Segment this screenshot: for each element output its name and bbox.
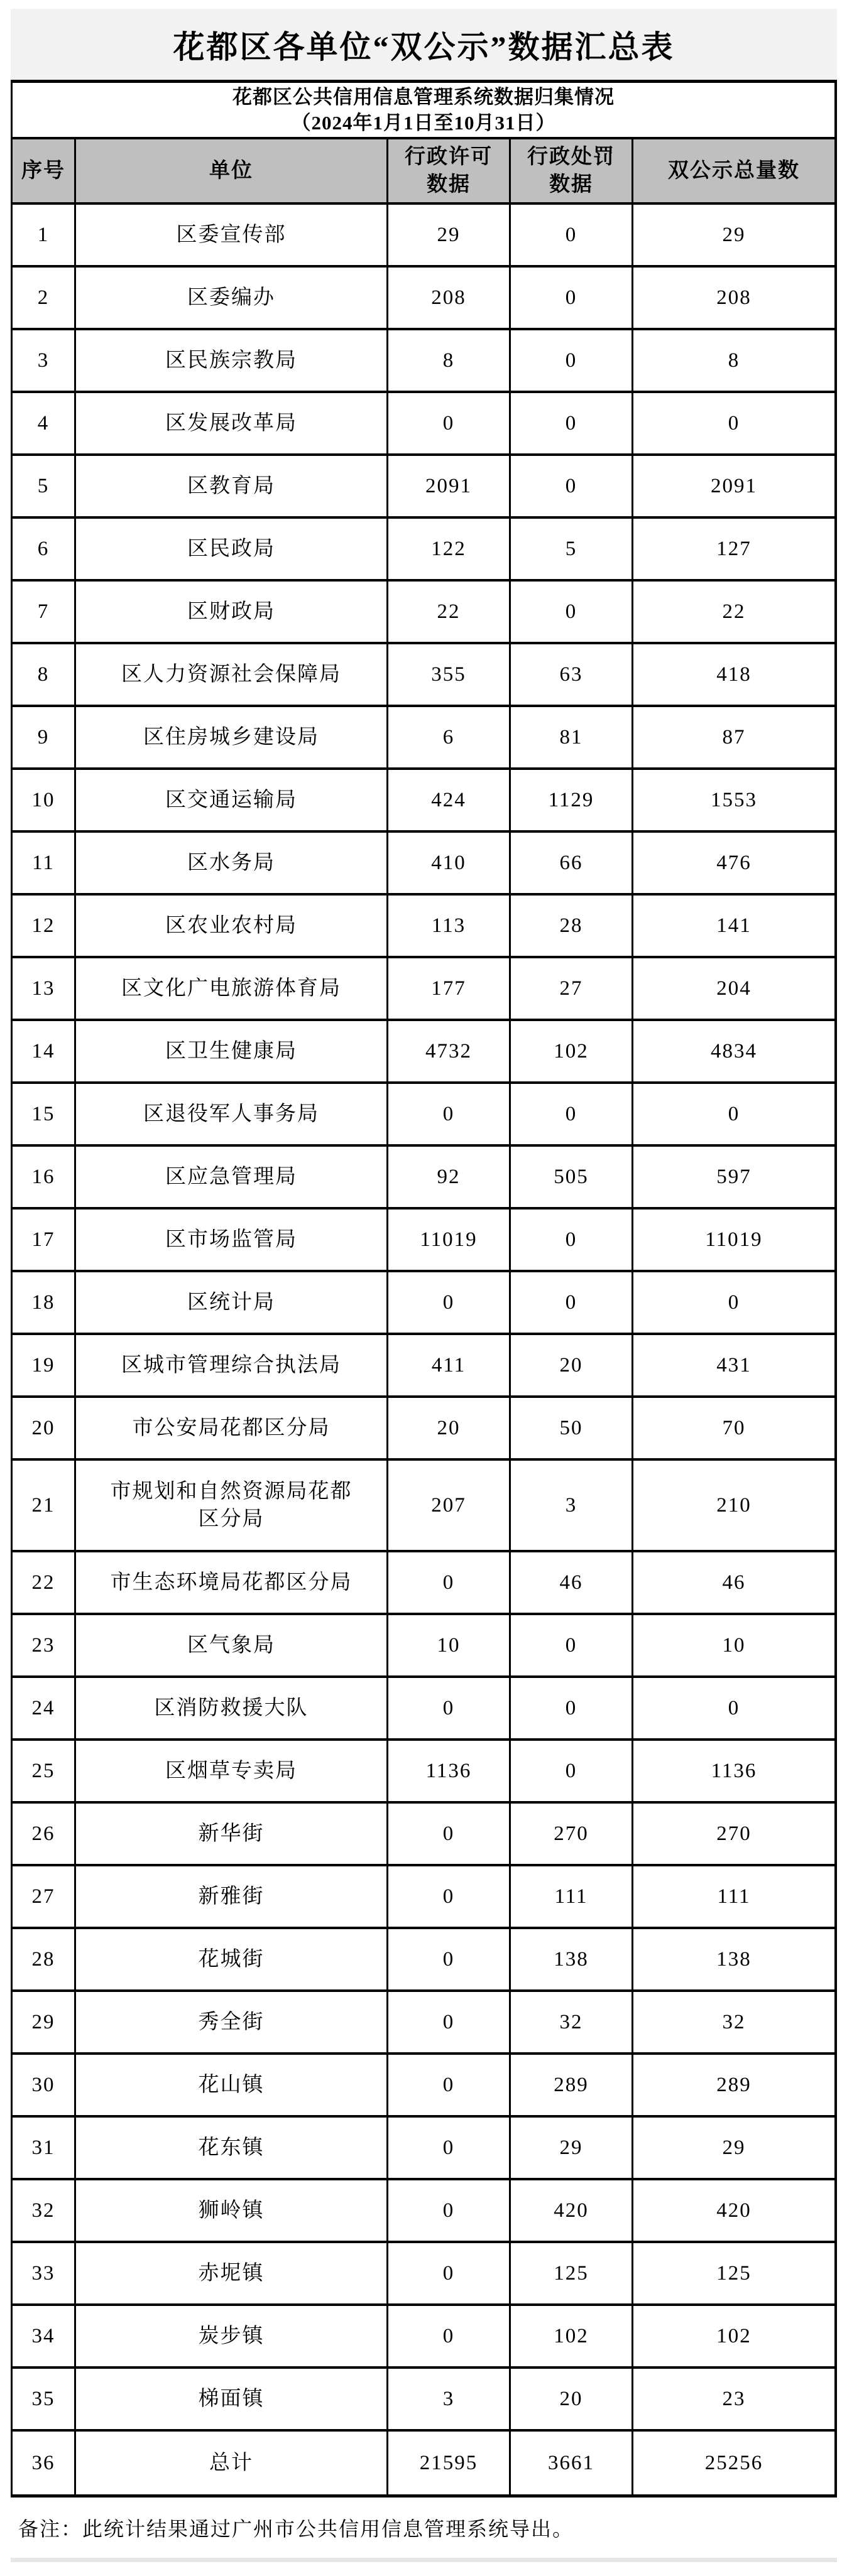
page-title: 花都区各单位“双公示”数据汇总表 bbox=[173, 29, 675, 65]
cell-total-count: 111 bbox=[717, 1885, 751, 1908]
subtitle-line-1: 花都区公共信用信息管理系统数据归集情况 bbox=[232, 86, 615, 108]
header-cell-penalty bbox=[511, 139, 633, 202]
cell-row-number: 26 bbox=[13, 1804, 76, 1864]
cell-permit-count: 11019 bbox=[388, 1210, 511, 1270]
cell-penalty-count: 0 bbox=[511, 582, 633, 642]
cell-permit-count: 0 bbox=[388, 1272, 511, 1333]
cell-penalty-count: 0 bbox=[511, 330, 633, 391]
table-row bbox=[13, 1552, 834, 1615]
cell-permit-count: 6 bbox=[388, 707, 511, 767]
cell-unit-name: 炭步镇 bbox=[76, 2306, 388, 2366]
cell-penalty-count: 270 bbox=[511, 1804, 633, 1864]
cell-total-count: 46 bbox=[722, 1571, 746, 1594]
table-row bbox=[13, 1272, 834, 1335]
table-row bbox=[13, 456, 834, 519]
cell-unit-name: 赤坭镇 bbox=[76, 2243, 388, 2303]
cell-permit-count: 3 bbox=[388, 2369, 511, 2429]
cell-permit-count: 113 bbox=[388, 896, 511, 956]
cell-penalty-count: 3 bbox=[511, 1461, 633, 1550]
cell-row-number: 15 bbox=[13, 1084, 76, 1144]
cell-permit-count: 0 bbox=[388, 1678, 511, 1738]
cell-unit-name: 区教育局 bbox=[76, 456, 388, 516]
cell-row-number: 33 bbox=[13, 2243, 76, 2303]
cell-penalty-count: 0 bbox=[511, 205, 633, 265]
cell-total-count: 2091 bbox=[711, 475, 757, 497]
cell-row-number: 4 bbox=[13, 393, 76, 453]
header-penalty-line1: 行政处罚 bbox=[527, 146, 615, 168]
cell-unit-name: 区委编办 bbox=[76, 268, 388, 328]
cell-permit-count: 20 bbox=[388, 1398, 511, 1458]
table-row bbox=[13, 330, 834, 393]
cell-penalty-count: 420 bbox=[511, 2180, 633, 2241]
table-row bbox=[13, 1992, 834, 2055]
cell-row-number: 5 bbox=[13, 456, 76, 516]
cell-unit-name: 新华街 bbox=[76, 1804, 388, 1864]
cell-total-count: 87 bbox=[722, 726, 746, 749]
cell-unit-name: 总计 bbox=[76, 2432, 388, 2494]
table-header-row bbox=[13, 139, 834, 205]
data-table bbox=[11, 80, 837, 2498]
cell-penalty-count: 102 bbox=[511, 1021, 633, 1081]
cell-permit-count: 0 bbox=[388, 1084, 511, 1144]
table-row bbox=[13, 2180, 834, 2243]
table-row bbox=[13, 1147, 834, 1210]
cell-unit-name: 花山镇 bbox=[76, 2055, 388, 2115]
summary-sheet bbox=[11, 9, 837, 2562]
table-row bbox=[13, 205, 834, 268]
cell-total-count: 0 bbox=[728, 1697, 740, 1719]
cell-unit-name: 区发展改革局 bbox=[76, 393, 388, 453]
cell-total-count: 420 bbox=[716, 2199, 752, 2222]
cell-permit-count: 21595 bbox=[388, 2432, 511, 2494]
header-permit-line1: 行政许可 bbox=[405, 146, 493, 168]
cell-permit-count: 411 bbox=[388, 1335, 511, 1395]
cell-unit-name: 秀全街 bbox=[76, 1992, 388, 2052]
cell-unit-name: 区财政局 bbox=[76, 582, 388, 642]
cell-total-count: 29 bbox=[722, 224, 746, 246]
cell-penalty-count: 102 bbox=[511, 2306, 633, 2366]
cell-total-count: 210 bbox=[716, 1494, 752, 1517]
cell-permit-count: 424 bbox=[388, 770, 511, 830]
header-permit-line2: 数据 bbox=[427, 173, 471, 196]
cell-row-number: 2 bbox=[13, 268, 76, 328]
cell-row-number: 16 bbox=[13, 1147, 76, 1207]
cell-row-number: 24 bbox=[13, 1678, 76, 1738]
table-row bbox=[13, 707, 834, 770]
cell-penalty-count: 0 bbox=[511, 393, 633, 453]
cell-penalty-count: 1129 bbox=[511, 770, 633, 830]
cell-permit-count: 8 bbox=[388, 330, 511, 391]
cell-unit-name: 梯面镇 bbox=[76, 2369, 388, 2429]
cell-total-count: 8 bbox=[728, 349, 740, 372]
subtitle-line-2: （2024年1月1日至10月31日） bbox=[291, 112, 556, 134]
cell-permit-count: 0 bbox=[388, 1992, 511, 2052]
cell-row-number: 23 bbox=[13, 1615, 76, 1675]
header-cell-no bbox=[13, 139, 76, 202]
cell-penalty-count: 27 bbox=[511, 958, 633, 1019]
cell-penalty-count: 138 bbox=[511, 1929, 633, 1989]
header-cell-total bbox=[633, 139, 834, 202]
cell-total-count: 10 bbox=[722, 1634, 746, 1657]
cell-permit-count: 92 bbox=[388, 1147, 511, 1207]
table-row bbox=[13, 2118, 834, 2180]
cell-total-count: 125 bbox=[716, 2262, 752, 2285]
cell-permit-count: 0 bbox=[388, 2306, 511, 2366]
cell-unit-name: 区交通运输局 bbox=[76, 770, 388, 830]
cell-total-count: 1136 bbox=[711, 1760, 757, 1782]
table-row bbox=[13, 644, 834, 707]
cell-permit-count: 29 bbox=[388, 205, 511, 265]
cell-unit-name: 区卫生健康局 bbox=[76, 1021, 388, 1081]
cell-penalty-count: 81 bbox=[511, 707, 633, 767]
header-total-label: 双公示总量数 bbox=[668, 160, 800, 182]
cell-row-number: 21 bbox=[13, 1461, 76, 1550]
cell-row-number: 31 bbox=[13, 2118, 76, 2178]
cell-unit-name: 区消防救援大队 bbox=[76, 1678, 388, 1738]
note-block bbox=[11, 2498, 837, 2558]
table-row bbox=[13, 1741, 834, 1804]
cell-row-number: 20 bbox=[13, 1398, 76, 1458]
cell-row-number: 28 bbox=[13, 1929, 76, 1989]
cell-penalty-count: 0 bbox=[511, 1741, 633, 1801]
table-body bbox=[13, 205, 834, 2494]
header-no-label: 序号 bbox=[21, 160, 65, 182]
cell-unit-name: 区住房城乡建设局 bbox=[76, 707, 388, 767]
cell-row-number: 8 bbox=[13, 644, 76, 705]
table-row bbox=[13, 1210, 834, 1272]
cell-total-count: 418 bbox=[716, 663, 752, 686]
table-title-block bbox=[11, 9, 837, 80]
table-row bbox=[13, 1461, 834, 1552]
table-row bbox=[13, 1678, 834, 1741]
table-row bbox=[13, 958, 834, 1021]
cell-unit-name: 市公安局花都区分局 bbox=[76, 1398, 388, 1458]
cell-row-number: 34 bbox=[13, 2306, 76, 2366]
cell-row-number: 6 bbox=[13, 519, 76, 579]
cell-permit-count: 0 bbox=[388, 1929, 511, 1989]
table-row bbox=[13, 1398, 834, 1461]
cell-permit-count: 410 bbox=[388, 833, 511, 893]
cell-permit-count: 2091 bbox=[388, 456, 511, 516]
table-row bbox=[13, 2432, 834, 2494]
cell-row-number: 10 bbox=[13, 770, 76, 830]
table-subtitle-block bbox=[13, 83, 834, 139]
cell-unit-name: 狮岭镇 bbox=[76, 2180, 388, 2241]
cell-unit-name: 花城街 bbox=[76, 1929, 388, 1989]
cell-row-number: 7 bbox=[13, 582, 76, 642]
cell-penalty-count: 0 bbox=[511, 1210, 633, 1270]
cell-unit-name: 区民族宗教局 bbox=[76, 330, 388, 391]
cell-unit-name: 区烟草专卖局 bbox=[76, 1741, 388, 1801]
cell-penalty-count: 125 bbox=[511, 2243, 633, 2303]
cell-total-count: 208 bbox=[716, 286, 752, 309]
cell-penalty-count: 505 bbox=[511, 1147, 633, 1207]
cell-penalty-count: 289 bbox=[511, 2055, 633, 2115]
cell-total-count: 289 bbox=[716, 2074, 752, 2096]
cell-row-number: 12 bbox=[13, 896, 76, 956]
cell-permit-count: 0 bbox=[388, 393, 511, 453]
cell-unit-name: 区应急管理局 bbox=[76, 1147, 388, 1207]
cell-total-count: 1553 bbox=[711, 789, 757, 811]
cell-unit-name: 区农业农村局 bbox=[76, 896, 388, 956]
table-row bbox=[13, 393, 834, 456]
table-row bbox=[13, 770, 834, 833]
table-row bbox=[13, 1021, 834, 1084]
table-row bbox=[13, 2055, 834, 2118]
cell-permit-count: 22 bbox=[388, 582, 511, 642]
cell-total-count: 102 bbox=[716, 2325, 752, 2347]
cell-total-count: 0 bbox=[728, 1103, 740, 1125]
cell-penalty-count: 46 bbox=[511, 1552, 633, 1613]
table-row bbox=[13, 1866, 834, 1929]
table-row bbox=[13, 2306, 834, 2369]
table-row bbox=[13, 1929, 834, 1992]
header-cell-unit bbox=[76, 139, 388, 202]
cell-row-number: 11 bbox=[13, 833, 76, 893]
bottom-strip bbox=[11, 2558, 837, 2562]
cell-total-count: 476 bbox=[716, 852, 752, 874]
cell-unit-name: 新雅街 bbox=[76, 1866, 388, 1927]
cell-total-count: 70 bbox=[722, 1417, 746, 1439]
table-row bbox=[13, 2369, 834, 2432]
cell-unit-name: 市生态环境局花都区分局 bbox=[76, 1552, 388, 1613]
cell-unit-name: 区气象局 bbox=[76, 1615, 388, 1675]
cell-penalty-count: 32 bbox=[511, 1992, 633, 2052]
cell-row-number: 18 bbox=[13, 1272, 76, 1333]
cell-row-number: 32 bbox=[13, 2180, 76, 2241]
cell-penalty-count: 3661 bbox=[511, 2432, 633, 2494]
cell-total-count: 138 bbox=[716, 1948, 752, 1971]
cell-permit-count: 355 bbox=[388, 644, 511, 705]
cell-row-number: 29 bbox=[13, 1992, 76, 2052]
cell-row-number: 35 bbox=[13, 2369, 76, 2429]
cell-total-count: 0 bbox=[728, 412, 740, 435]
cell-unit-name: 区市场监管局 bbox=[76, 1210, 388, 1270]
cell-row-number: 25 bbox=[13, 1741, 76, 1801]
cell-permit-count: 177 bbox=[388, 958, 511, 1019]
cell-row-number: 30 bbox=[13, 2055, 76, 2115]
cell-total-count: 23 bbox=[722, 2388, 746, 2410]
cell-unit-name: 区文化广电旅游体育局 bbox=[76, 958, 388, 1019]
cell-row-number: 14 bbox=[13, 1021, 76, 1081]
cell-row-number: 1 bbox=[13, 205, 76, 265]
cell-permit-count: 0 bbox=[388, 1866, 511, 1927]
table-row bbox=[13, 1804, 834, 1866]
cell-total-count: 22 bbox=[722, 600, 746, 623]
cell-permit-count: 10 bbox=[388, 1615, 511, 1675]
cell-permit-count: 0 bbox=[388, 2055, 511, 2115]
cell-penalty-count: 0 bbox=[511, 268, 633, 328]
cell-permit-count: 0 bbox=[388, 1804, 511, 1864]
cell-permit-count: 122 bbox=[388, 519, 511, 579]
cell-total-count: 4834 bbox=[711, 1040, 757, 1063]
cell-total-count: 32 bbox=[722, 2011, 746, 2033]
cell-row-number: 17 bbox=[13, 1210, 76, 1270]
table-row bbox=[13, 1615, 834, 1678]
cell-unit-name: 区统计局 bbox=[76, 1272, 388, 1333]
note-text: 备注：此统计结果通过广州市公共信用信息管理系统导出。 bbox=[18, 2518, 574, 2540]
cell-penalty-count: 20 bbox=[511, 1335, 633, 1395]
cell-total-count: 0 bbox=[728, 1291, 740, 1314]
cell-row-number: 27 bbox=[13, 1866, 76, 1927]
cell-penalty-count: 111 bbox=[511, 1866, 633, 1927]
cell-penalty-count: 0 bbox=[511, 1084, 633, 1144]
cell-penalty-count: 0 bbox=[511, 1615, 633, 1675]
cell-unit-name: 区退役军人事务局 bbox=[76, 1084, 388, 1144]
table-row bbox=[13, 582, 834, 644]
cell-penalty-count: 63 bbox=[511, 644, 633, 705]
cell-penalty-count: 0 bbox=[511, 1272, 633, 1333]
table-row bbox=[13, 1335, 834, 1398]
cell-row-number: 9 bbox=[13, 707, 76, 767]
cell-penalty-count: 0 bbox=[511, 1678, 633, 1738]
cell-permit-count: 1136 bbox=[388, 1741, 511, 1801]
cell-penalty-count: 66 bbox=[511, 833, 633, 893]
cell-row-number: 36 bbox=[13, 2432, 76, 2494]
cell-total-count: 11019 bbox=[705, 1228, 763, 1251]
cell-penalty-count: 5 bbox=[511, 519, 633, 579]
cell-penalty-count: 28 bbox=[511, 896, 633, 956]
cell-total-count: 127 bbox=[716, 538, 752, 560]
cell-penalty-count: 29 bbox=[511, 2118, 633, 2178]
table-row bbox=[13, 1084, 834, 1147]
header-unit-label: 单位 bbox=[209, 160, 253, 182]
table-row bbox=[13, 833, 834, 896]
cell-permit-count: 0 bbox=[388, 1552, 511, 1613]
cell-unit-name: 区城市管理综合执法局 bbox=[76, 1335, 388, 1395]
cell-penalty-count: 20 bbox=[511, 2369, 633, 2429]
cell-permit-count: 207 bbox=[388, 1461, 511, 1550]
cell-row-number: 22 bbox=[13, 1552, 76, 1613]
header-penalty-line2: 数据 bbox=[549, 173, 593, 196]
cell-row-number: 13 bbox=[13, 958, 76, 1019]
cell-row-number: 19 bbox=[13, 1335, 76, 1395]
cell-total-count: 597 bbox=[716, 1166, 752, 1188]
cell-permit-count: 208 bbox=[388, 268, 511, 328]
table-row bbox=[13, 268, 834, 330]
cell-unit-name: 区委宣传部 bbox=[76, 205, 388, 265]
cell-total-count: 25256 bbox=[704, 2452, 763, 2474]
cell-total-count: 270 bbox=[716, 1822, 752, 1845]
cell-permit-count: 0 bbox=[388, 2118, 511, 2178]
cell-row-number: 3 bbox=[13, 330, 76, 391]
cell-unit-name: 区水务局 bbox=[76, 833, 388, 893]
cell-permit-count: 0 bbox=[388, 2243, 511, 2303]
table-row bbox=[13, 2243, 834, 2306]
table-row bbox=[13, 519, 834, 582]
cell-total-count: 204 bbox=[716, 977, 752, 1000]
cell-penalty-count: 50 bbox=[511, 1398, 633, 1458]
cell-penalty-count: 0 bbox=[511, 456, 633, 516]
cell-permit-count: 4732 bbox=[388, 1021, 511, 1081]
cell-unit-name: 市规划和自然资源局花都区分局 bbox=[76, 1461, 388, 1550]
cell-unit-name: 花东镇 bbox=[76, 2118, 388, 2178]
header-cell-permit bbox=[388, 139, 511, 202]
cell-total-count: 141 bbox=[716, 914, 752, 937]
cell-unit-name: 区民政局 bbox=[76, 519, 388, 579]
cell-permit-count: 0 bbox=[388, 2180, 511, 2241]
cell-unit-name: 区人力资源社会保障局 bbox=[76, 644, 388, 705]
cell-total-count: 431 bbox=[716, 1354, 752, 1377]
cell-total-count: 29 bbox=[722, 2136, 746, 2159]
table-row bbox=[13, 896, 834, 958]
